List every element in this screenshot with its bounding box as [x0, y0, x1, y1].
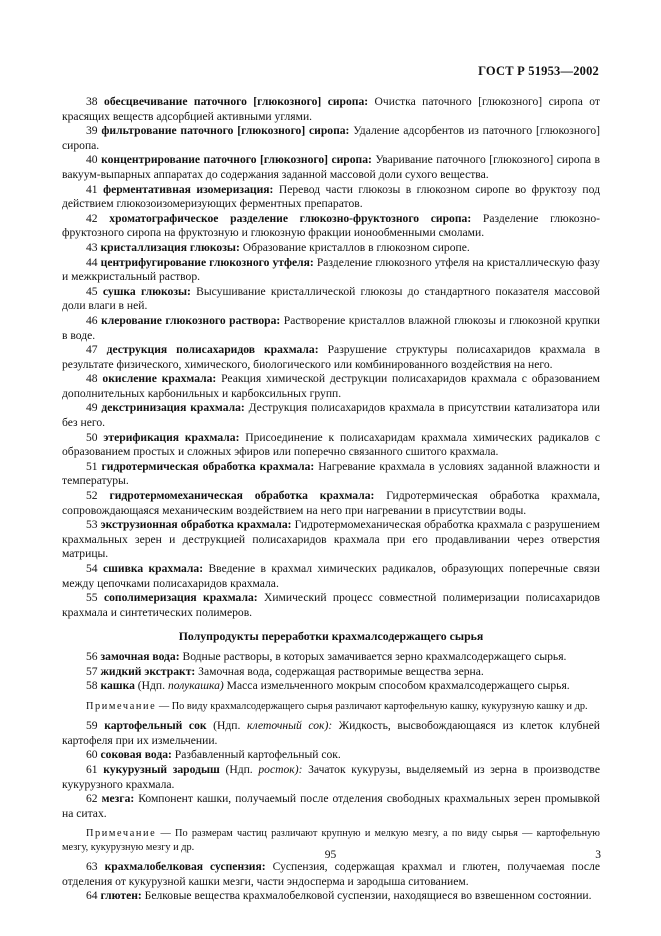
entry-synonym-prefix: (Ндп.	[219, 762, 259, 776]
entry-number: 49	[86, 401, 98, 415]
entry-term: этерификация крахмала:	[103, 430, 240, 444]
entry-text: Разрушение структуры полисахаридов крахмала в результате физического, химического, биологического или комбинированного воздействия на него.	[62, 343, 600, 371]
definition-entry-53	[62, 518, 600, 562]
entry-text: Разбавленный картофельный сок.	[171, 748, 341, 762]
entry-number: 48	[86, 372, 98, 386]
entry-text: Зачаток кукурузы, выделяемый из зерна в производстве кукурузного крахмала.	[62, 762, 600, 791]
entry-text: Компонент кашки, получаемый после отделения свободных крахмальных зерен промывкой на ситах.	[62, 792, 600, 820]
definition-entry-54	[62, 562, 600, 591]
definition-entry-43	[62, 241, 600, 256]
entry-term: соковая вода:	[100, 748, 172, 762]
entry-number: 40	[86, 153, 98, 167]
entry-term: деструкция полисахаридов крахмала:	[106, 343, 319, 357]
note-text: — По размерам частиц различают крупную и мелкую мезгу, а по виду сырья — картофельную мезгу, кукурузную мезгу и др.	[62, 828, 600, 853]
definition-entry-39	[62, 124, 600, 153]
standard-header: ГОСТ Р 51953—2002	[478, 64, 599, 78]
definition-entry-40	[62, 153, 600, 182]
entry-number: 45	[86, 284, 98, 298]
entry-text: Водные растворы, в которых замачивается зерно крахмалсодержащего сырья.	[179, 649, 567, 663]
definition-entry-50	[62, 431, 600, 460]
definition-entry-51	[62, 460, 600, 489]
entry-text: Гидротермическая обработка крахмала, сопровождающаяся механическим воздействием на него при нагревании в присутствии воды.	[62, 489, 601, 517]
entry-synonym: клеточный сок):	[247, 719, 333, 733]
note-label: Примечание	[86, 700, 157, 712]
entry-term: мезга:	[101, 792, 135, 806]
definition-entry-41	[62, 183, 600, 212]
entry-term: гидротермомеханическая обработка крахмала:	[109, 489, 375, 503]
section-title: Полупродукты переработки крахмалсодержащего сырья	[178, 629, 484, 644]
entry-number: 60	[86, 748, 98, 762]
note-label: Примечание	[86, 828, 157, 840]
definition-entry-49	[62, 401, 600, 430]
entry-term: сополимеризация крахмала:	[103, 591, 258, 605]
entry-number: 53	[86, 518, 98, 532]
entry-number: 51	[86, 459, 98, 473]
entry-term: сушка глюкозы:	[102, 284, 191, 298]
entry-text: Разделение глюкозного утфеля на кристаллическую фазу и межкристальный раствор.	[62, 255, 600, 284]
entry-number: 41	[86, 182, 98, 196]
entry-text: Гидротермомеханическая обработка крахмала с разрушением крахмальных зерен и деструкцией полисахаридов крахмала при его продавливании через отверстия матрицы.	[62, 518, 601, 561]
entry-text: Удаление адсорбентов из паточного [глюкозного] сиропа.	[62, 124, 600, 152]
entry-number: 58	[86, 679, 98, 693]
entry-text: Перевод части глюкозы в глюкозном сиропе во фруктозу под действием глюкозоизомеризующих ферментных препаратов.	[62, 182, 600, 211]
entry-text: Высушивание кристаллической глюкозы до стандартного показателя массовой доли влаги в ней.	[62, 284, 601, 313]
definition-entry-55	[62, 591, 600, 620]
definition-entry-57	[62, 665, 600, 680]
entry-text: Присоединение к полисахаридам крахмала химических радикалов с образованием простых и сложных эфиров или поперечно связанного сшитого крахмала.	[62, 430, 600, 459]
definition-entry-46	[62, 314, 600, 343]
entry-number: 56	[86, 649, 98, 663]
entry-number: 54	[86, 562, 98, 575]
entry-number: 63	[86, 860, 98, 874]
entry-text: Белковые вещества крахмалобелковой суспензии, находящиеся во взвешенном состоянии.	[141, 889, 592, 903]
entry-term: фильтрование паточного [глюкозного] сиропа:	[101, 124, 350, 138]
definition-entry-60	[62, 748, 600, 763]
definition-entry-62	[62, 792, 600, 821]
entry-text: Деструкция полисахаридов крахмала в присутствии катализатора или без него.	[62, 401, 601, 430]
entry-synonym-prefix: (Ндп.	[134, 679, 168, 693]
entry-synonym: росток):	[258, 762, 303, 776]
entry-text: Разделение глюкозно-фруктозного сиропа на фруктозную и глюкозную фракции ионообменными смолами.	[62, 211, 600, 240]
entry-term: сшивка крахмала:	[102, 562, 204, 575]
definitions-list	[62, 95, 600, 620]
entry-number: 46	[86, 313, 98, 327]
definition-entry-42	[62, 212, 600, 241]
entry-term: гидротермическая обработка крахмала:	[101, 459, 315, 473]
entry-term: экструзионная обработка крахмала:	[100, 518, 292, 532]
entry-text: Суспензия, содержащая крахмал и глютен, получаемая после отделения от кукурузной кашки мезги, части эндосперма и зародыша ситованием.	[62, 860, 601, 888]
entry-term: декстринизация крахмала:	[101, 401, 245, 415]
entry-term: глютен:	[100, 889, 142, 903]
entry-term: клерование глюкозного раствора:	[101, 313, 281, 327]
entry-text: Очистка паточного [глюкозного] сиропа от красящих веществ адсорбцией активными углями.	[62, 95, 600, 123]
entry-term: концентрирование паточного [глюкозного] сиропа:	[101, 153, 372, 167]
entry-term: картофельный сок	[104, 719, 207, 733]
page-number: 95	[324, 849, 337, 861]
entry-term: кристаллизация глюкозы:	[100, 240, 240, 254]
entry-term: окисление крахмала:	[102, 372, 217, 386]
definition-entry-44	[62, 256, 600, 285]
entry-number: 42	[86, 211, 98, 225]
entry-number: 44	[86, 255, 98, 269]
entry-number: 62	[86, 792, 98, 806]
sheet-number: 3	[595, 849, 601, 861]
definition-entry-52	[62, 489, 600, 518]
entry-number: 39	[86, 124, 98, 138]
entry-text: Химический процесс совместной полимеризации полисахаридов крахмала и синтетических полимеров.	[62, 591, 600, 619]
entry-text: Жидкость, высвобождающаяся из клеток клубней картофеля при их измельчении.	[62, 719, 600, 747]
entry-synonym-prefix: (Ндп.	[206, 719, 247, 733]
entry-number: 61	[86, 762, 98, 776]
entry-term: кашка	[100, 679, 135, 693]
entry-number: 47	[86, 343, 98, 357]
entry-number: 57	[86, 664, 98, 678]
entry-text: Масса измельченного мокрым способом крахмалсодержащего сырья.	[223, 679, 570, 693]
entry-number: 55	[86, 591, 98, 605]
entry-term: кукурузный зародыш	[103, 762, 220, 776]
entry-term: ферментативная изомеризация:	[103, 182, 274, 196]
definition-entry-64	[62, 889, 600, 904]
entry-text: Замочная вода, содержащая растворимые вещества зерна.	[195, 664, 484, 678]
definition-entry-38	[62, 95, 600, 124]
definition-entry-47	[62, 343, 600, 372]
document-body	[62, 95, 600, 904]
definition-entry-61	[62, 763, 600, 792]
entry-number: 50	[86, 430, 98, 444]
entry-text: Введение в крахмал химических радикалов, образующих поперечные связи между цепочками полисахаридов крахмала.	[62, 562, 600, 590]
entry-number: 52	[86, 489, 98, 503]
entry-term: крахмалобелковая суспензия:	[104, 860, 266, 874]
definition-entry-56	[62, 650, 600, 665]
definition-entry-58	[62, 679, 600, 694]
entry-number: 59	[86, 719, 98, 733]
note-1	[62, 700, 600, 713]
entry-text: Образование кристаллов в глюкозном сиропе.	[239, 240, 470, 254]
definition-entry-45	[62, 285, 600, 314]
note-text: — По виду крахмалсодержащего сырья различают картофельную кашку, кукурузную кашку и др.	[156, 700, 588, 712]
entry-synonym: полукашка)	[167, 679, 224, 693]
entry-number: 64	[86, 889, 98, 903]
definition-entry-48	[62, 372, 600, 401]
entry-text: Уваривание паточного [глюкозного] сиропа в вакуум-выпарных аппаратах до содержания заданной массовой доли сухого вещества.	[62, 153, 600, 181]
entry-text: Нагревание крахмала в условиях заданной влажности и температуры.	[62, 459, 600, 488]
definition-entry-63	[62, 860, 600, 889]
entry-term: жидкий экстракт:	[100, 664, 196, 678]
entry-term: хроматографическое разделение глюкозно-фруктозного сиропа:	[109, 211, 472, 225]
definition-entry-59	[62, 719, 600, 748]
entry-number: 43	[86, 240, 98, 254]
entry-text: Реакция химической деструкции полисахаридов крахмала с образованием дополнительных карбонильных и карбоксильных групп.	[62, 372, 600, 400]
entry-text: Растворение кристаллов влажной глюкозы и глюкозной крупки в воде.	[62, 313, 600, 342]
entry-term: замочная вода:	[100, 649, 180, 663]
entry-term: обесцвечивание паточного [глюкозного] сиропа:	[104, 95, 369, 108]
entry-term: центрифугирование глюкозного утфеля:	[100, 255, 314, 269]
entry-number: 38	[86, 95, 98, 108]
